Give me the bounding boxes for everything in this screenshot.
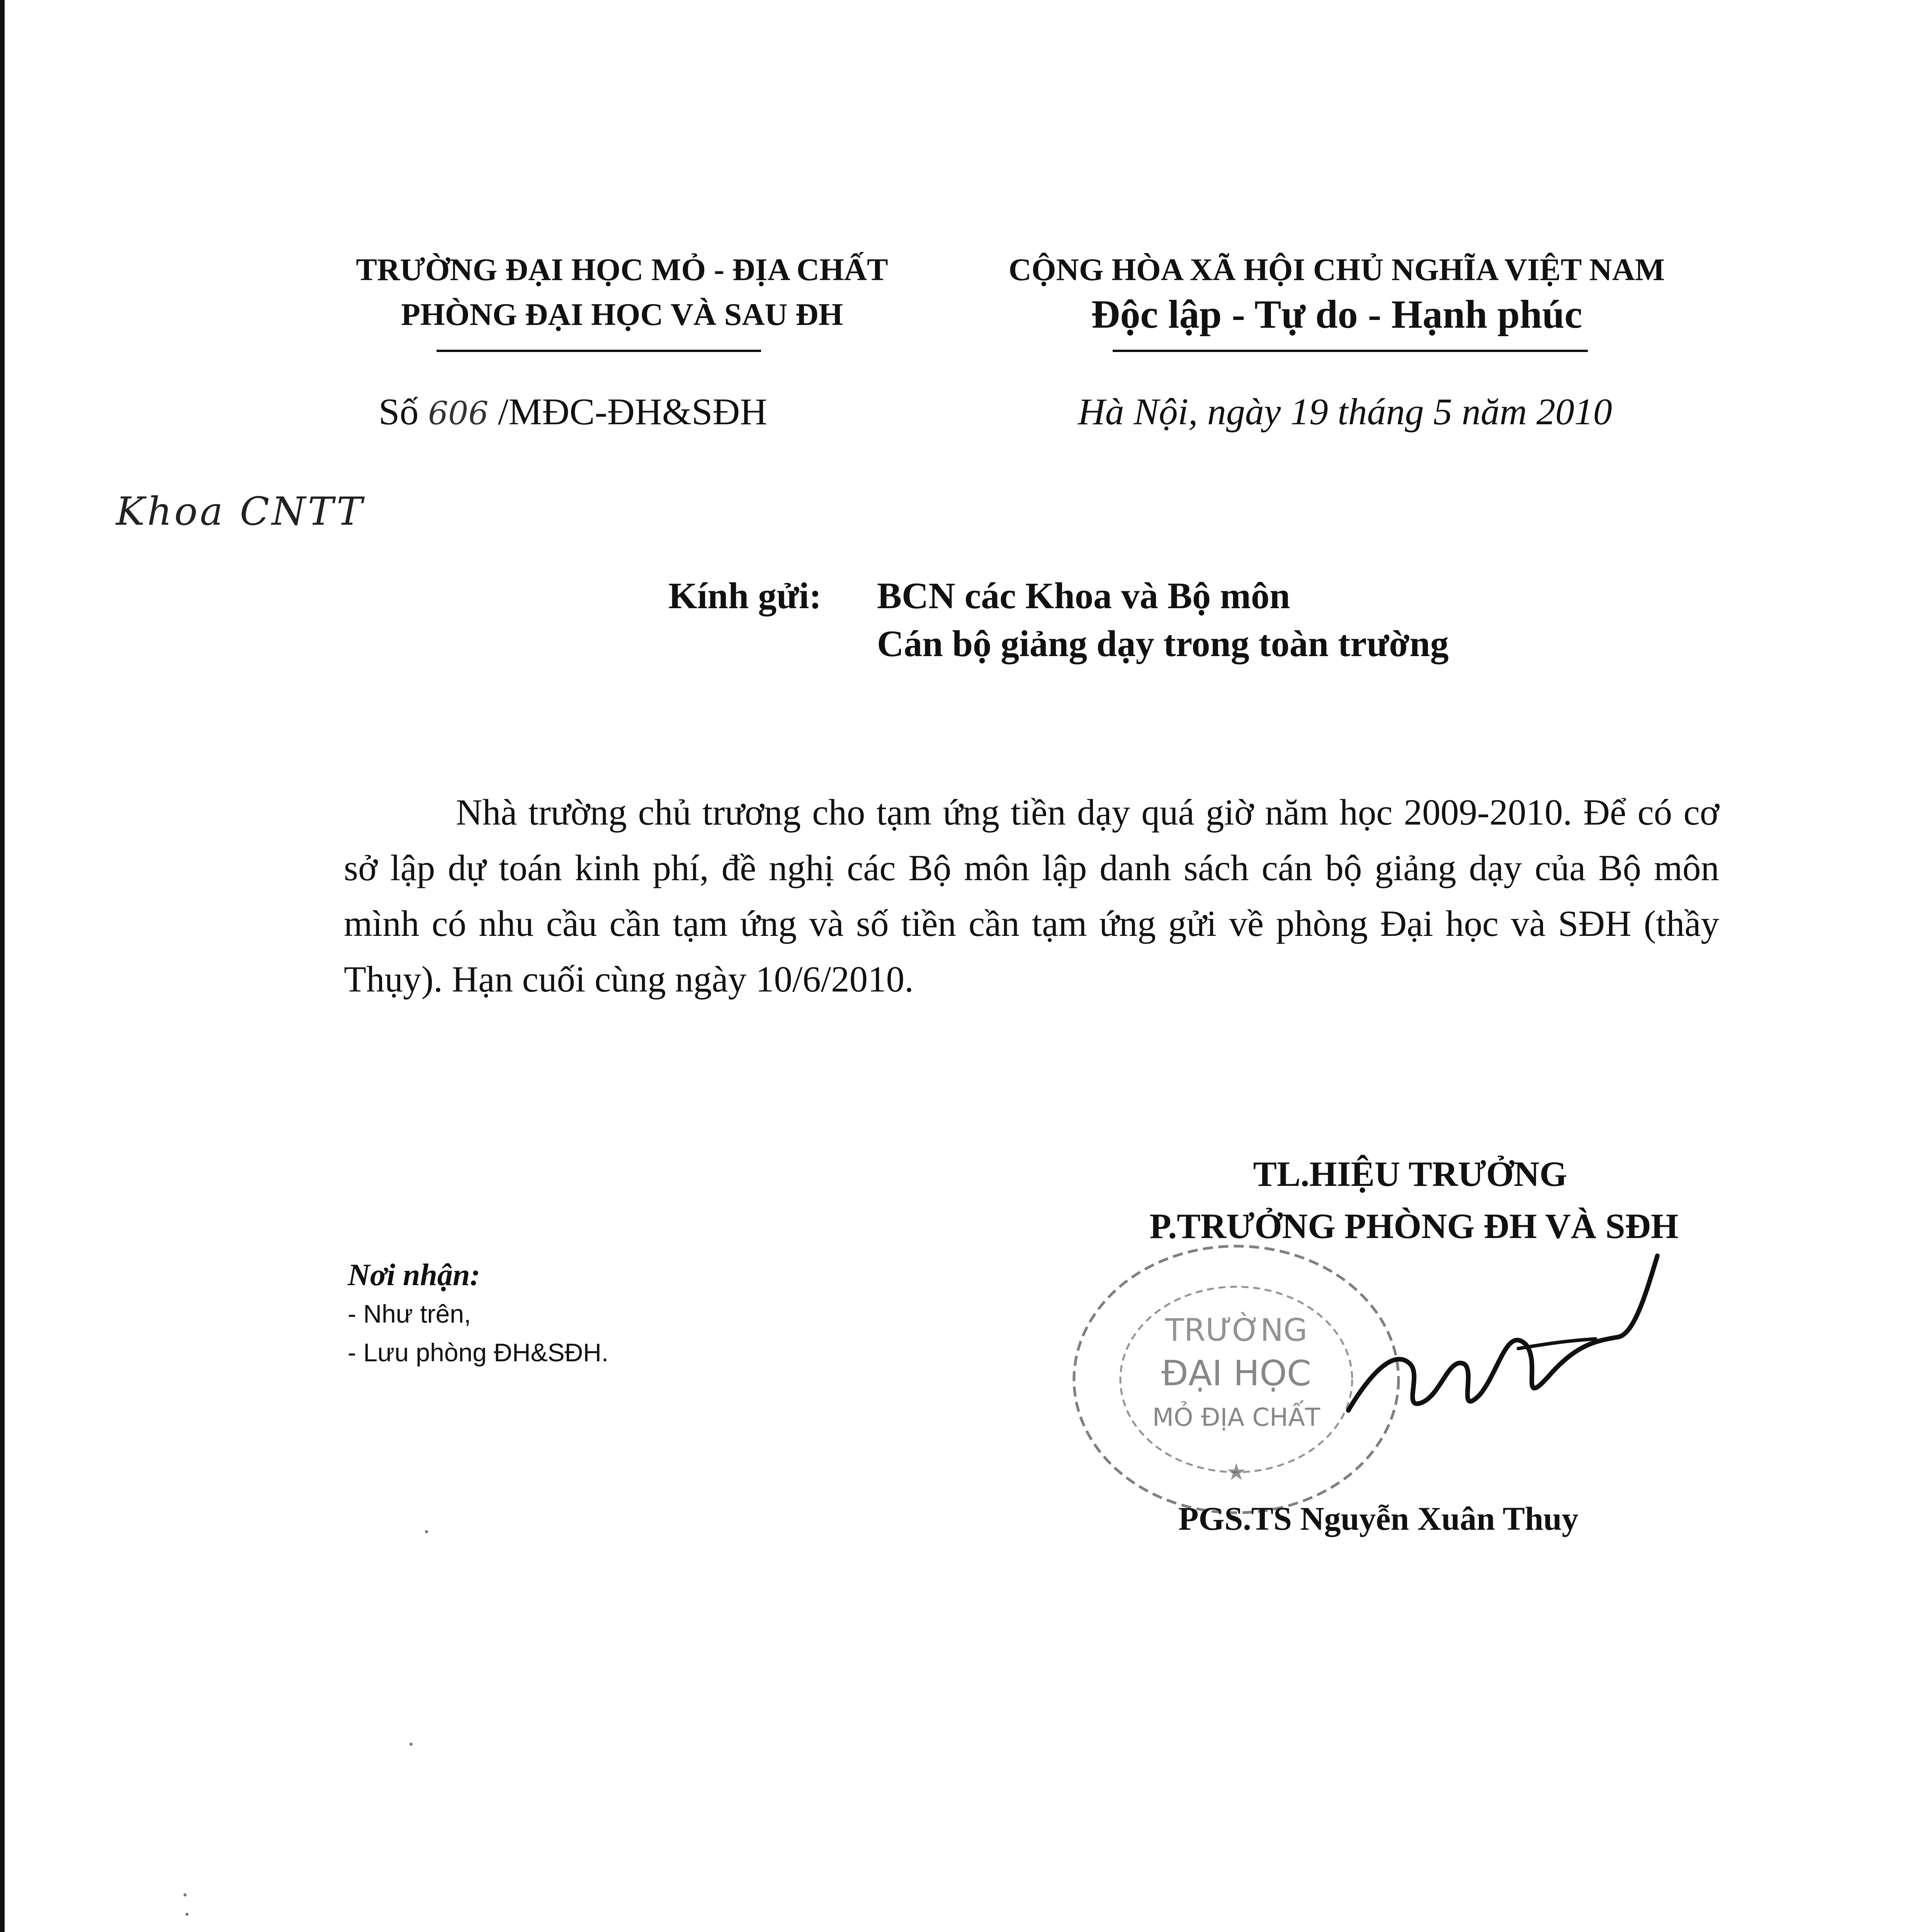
signature-title: TL.HIỆU TRƯỞNG — [1253, 1154, 1567, 1194]
scan-border-left — [0, 0, 5, 1932]
motto-underline — [1113, 350, 1588, 352]
body-paragraph: Nhà trường chủ trương cho tạm ứng tiền dạy quá giờ năm học 2009-2010. Để có cơ sở lập dự toán kinh phí, đề nghị các Bộ môn lập danh sách cán bộ giảng dạy của Bộ môn mình có nhu cầu cần tạm ứng và số tiền cần tạm ứng gửi về phòng Đại học và SĐH (thầy Thụy). Hạn cuối cùng ngày 10/6/2010. — [344, 792, 1719, 1000]
signer-name: PGS.TS Nguyễn Xuân Thuy — [1178, 1500, 1579, 1537]
recipient-line: Cán bộ giảng dạy trong toàn trường — [877, 623, 1449, 664]
org-name: TRƯỜNG ĐẠI HỌC MỎ - ĐỊA CHẤT — [356, 252, 888, 287]
document-number — [379, 390, 767, 434]
issuing-organization — [317, 247, 927, 337]
signature-subtitle: P.TRƯỞNG PHÒNG ĐH VÀ SĐH — [1149, 1206, 1679, 1246]
distribution-item: - Lưu phòng ĐH&SĐH. — [348, 1338, 609, 1367]
scan-speck — [184, 1893, 187, 1896]
seal-text: TRƯỜNG — [1165, 1312, 1307, 1348]
scan-speck — [410, 1743, 413, 1746]
handwritten-signature — [1325, 1248, 1665, 1449]
distribution-label: Nơi nhận: — [348, 1258, 481, 1292]
svg-text:★: ★ — [1226, 1459, 1247, 1486]
org-underline — [437, 350, 761, 352]
national-motto: Độc lập - Tự do - Hạnh phúc — [1091, 292, 1582, 337]
distribution-item: - Như trên, — [348, 1299, 471, 1328]
document-number-prefix: Số — [379, 391, 419, 433]
seal-text: ĐẠI HỌC — [1161, 1353, 1311, 1394]
distribution-list — [348, 1256, 608, 1372]
handwritten-note: Khoa CNTT — [116, 489, 365, 534]
document-date: Hà Nội, ngày 19 tháng 5 năm 2010 — [1078, 391, 1612, 433]
scan-speck — [185, 1913, 189, 1916]
recipient-line: BCN các Khoa và Bộ môn — [877, 575, 1290, 616]
recipients-label: Kính gửi: — [668, 575, 822, 616]
country-name: CỘNG HÒA XÃ HỘI CHỦ NGHĨA VIỆT NAM — [1008, 252, 1665, 287]
scan-speck — [425, 1530, 428, 1533]
letter-body — [344, 784, 1719, 1007]
document-number-handwritten: 606 — [428, 395, 489, 432]
org-department: PHÒNG ĐẠI HỌC VÀ SAU ĐH — [401, 297, 843, 332]
national-header — [974, 247, 1700, 337]
seal-text: MỎ ĐỊA CHẤT — [1152, 1403, 1320, 1432]
document-number-suffix: /MĐC-ĐH&SĐH — [498, 391, 767, 433]
